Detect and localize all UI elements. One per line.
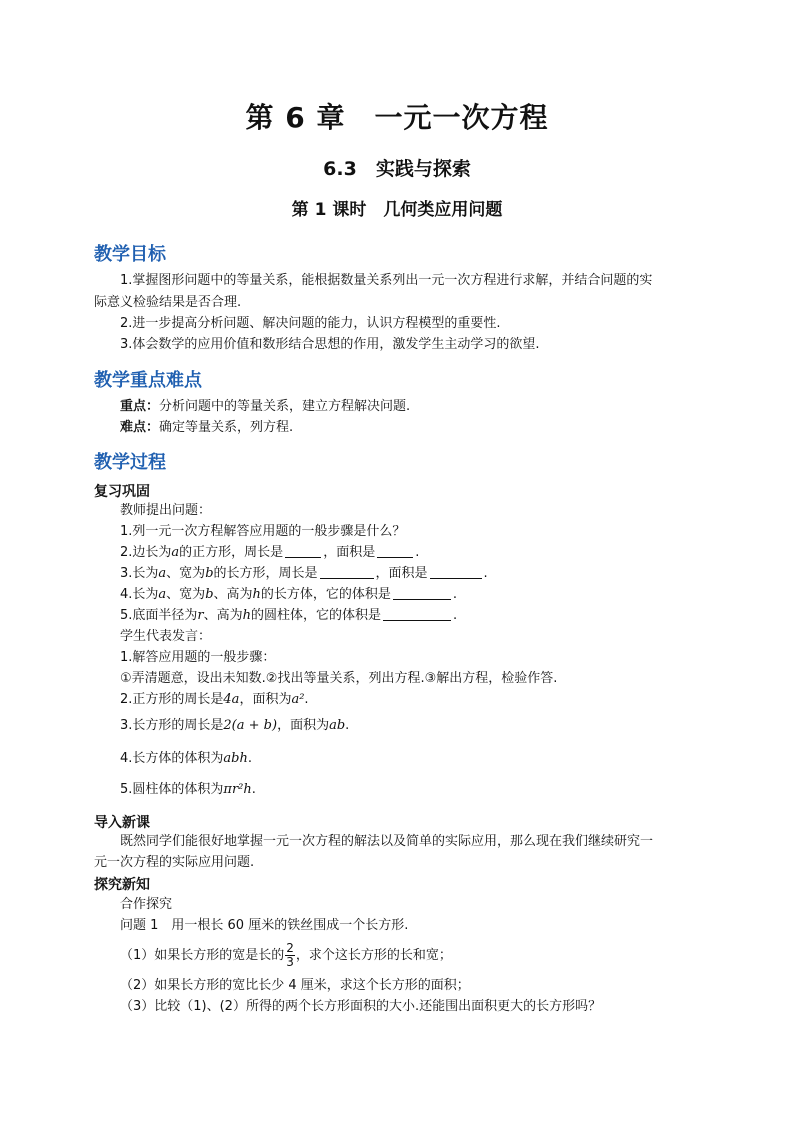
fraction-numerator: 2 <box>286 941 294 955</box>
a2-formula-perimeter: 4a <box>223 692 240 707</box>
review-heading: 复习巩固 <box>94 484 150 500</box>
intro-line-2: 元一次方程的实际应用问题. <box>94 855 255 870</box>
q4-text-a: 4.长为 <box>120 587 159 602</box>
answer-4 <box>120 749 252 769</box>
q2-area-blank <box>377 544 413 558</box>
objective-3: 3.体会数学的应用价值和数形结合思想的作用，激发学生主动学习的欲望. <box>120 337 540 352</box>
p1-text-b: ，求个这长方形的长和宽； <box>295 948 452 963</box>
q5-volume-blank <box>383 607 451 621</box>
q5-end: . <box>453 608 458 623</box>
key-text: 分析问题中的等量关系，建立方程解决问题. <box>159 399 411 414</box>
objective-1-line-1: 1.掌握图形问题中的等量关系，能根据数量关系列出一元一次方程进行求解，并结合问题的实 <box>120 273 653 288</box>
p1-text-a: （1）如果长方形的宽是长的 <box>120 948 285 963</box>
q3-text-a: 3.长为 <box>120 566 159 581</box>
q3-text-c: 的长方形，周长是 <box>213 566 318 581</box>
review-question-3 <box>120 564 488 584</box>
problem-1-part-1 <box>120 942 452 969</box>
a4-text-a: 4.长方体的体积为 <box>120 751 224 766</box>
a3-formula-perimeter: 2(a + b) <box>223 718 278 733</box>
hard-label: 难点： <box>120 420 160 435</box>
objective-2: 2.进一步提高分析问题、解决问题的能力，认识方程模型的重要性. <box>120 316 501 331</box>
q4-volume-blank <box>393 586 451 600</box>
q5-text-a: 5.底面半径为 <box>120 608 198 623</box>
q3-var-a: a <box>158 566 167 581</box>
q5-text-b: 、高为 <box>203 608 243 623</box>
review-question-4 <box>120 585 457 605</box>
a3-text-b: ，面积为 <box>277 718 330 733</box>
hard-point <box>120 418 293 438</box>
q2-text-b: 的正方形，周长是 <box>179 545 284 560</box>
q4-var-a: a <box>158 587 167 602</box>
answer-1-steps: ①弄清题意，设出未知数.②找出等量关系，列出方程.③解出方程，检验作答. <box>120 671 558 686</box>
review-question-2 <box>120 543 419 563</box>
keypoints-heading: 教学重点难点 <box>94 370 202 391</box>
intro-heading: 导入新课 <box>94 815 150 831</box>
review-question-1: 1.列一元一次方程解答应用题的一般步骤是什么？ <box>120 524 406 539</box>
q4-var-b: b <box>205 587 214 602</box>
q3-text-b: 、宽为 <box>166 566 206 581</box>
q2-text-c: ，面积是 <box>323 545 376 560</box>
key-label: 重点： <box>120 399 160 414</box>
a3-text-a: 3.长方形的周长是 <box>120 718 224 733</box>
q3-var-b: b <box>205 566 214 581</box>
q3-end: . <box>483 566 488 581</box>
explore-heading: 探究新知 <box>94 877 150 893</box>
objective-1-line-2: 际意义检验结果是否合理. <box>94 295 242 310</box>
a2-text-b: ，面积为 <box>239 692 292 707</box>
two-thirds-fraction <box>285 942 295 969</box>
student-prompt: 学生代表发言： <box>120 629 212 644</box>
q5-var-h: h <box>242 608 252 623</box>
q3-perimeter-blank <box>320 565 374 579</box>
answer-3 <box>120 716 349 736</box>
a5-end: . <box>251 782 256 797</box>
q2-end: . <box>415 545 420 560</box>
q2-var-a: a <box>171 545 180 560</box>
review-question-5 <box>120 606 457 626</box>
q4-var-h: h <box>252 587 261 602</box>
answer-5 <box>120 780 256 800</box>
q3-text-d: ，面积是 <box>375 566 428 581</box>
a4-end: . <box>247 751 252 766</box>
hard-text: 确定等量关系，列方程. <box>159 420 294 435</box>
q4-end: . <box>452 587 458 602</box>
q2-perimeter-blank <box>285 544 321 558</box>
q5-var-r: r <box>197 608 204 623</box>
q2-text-a: 2.边长为 <box>120 545 172 560</box>
lesson-title: 第 1 课时 几何类应用问题 <box>291 200 503 220</box>
chapter-title: 第 6 章 一元一次方程 <box>245 101 549 134</box>
teacher-prompt: 教师提出问题： <box>120 503 212 518</box>
q4-text-c: 、高为 <box>213 587 253 602</box>
a2-formula-area: a² <box>291 692 305 707</box>
answer-1: 1.解答应用题的一般步骤： <box>120 650 276 665</box>
a2-text-a: 2.正方形的周长是 <box>120 692 224 707</box>
q3-area-blank <box>430 565 482 579</box>
section-title: 6.3 实践与探索 <box>323 158 471 180</box>
a3-formula-area: ab <box>329 718 346 733</box>
problem-1-part-2: （2）如果长方形的宽比长少 4 厘米，求这个长方形的面积； <box>120 978 470 993</box>
a2-end: . <box>304 692 309 707</box>
q5-text-c: 的圆柱体，它的体积是 <box>251 608 382 623</box>
problem-1: 问题 1 用一根长 60 厘米的铁丝围成一个长方形. <box>120 918 409 933</box>
fraction-denominator: 3 <box>286 955 294 969</box>
a5-formula-volume: πr²h <box>223 782 252 797</box>
objectives-heading: 教学目标 <box>94 244 166 265</box>
explore-mode: 合作探究 <box>120 897 173 912</box>
key-point <box>120 397 410 417</box>
a5-text-a: 5.圆柱体的体积为 <box>120 782 224 797</box>
process-heading: 教学过程 <box>94 452 166 473</box>
problem-1-part-3: （3）比较（1)、(2）所得的两个长方形面积的大小.还能围出面积更大的长方形吗？ <box>120 999 602 1014</box>
q4-text-b: 、宽为 <box>166 587 206 602</box>
answer-2 <box>120 690 309 710</box>
a4-formula-volume: abh <box>223 751 248 766</box>
intro-line-1: 既然同学们能很好地掌握一元一次方程的解法以及简单的实际应用，那么现在我们继续研究一 <box>120 834 654 849</box>
a3-end: . <box>345 718 350 733</box>
q4-text-d: 的长方体，它的体积是 <box>260 587 391 602</box>
